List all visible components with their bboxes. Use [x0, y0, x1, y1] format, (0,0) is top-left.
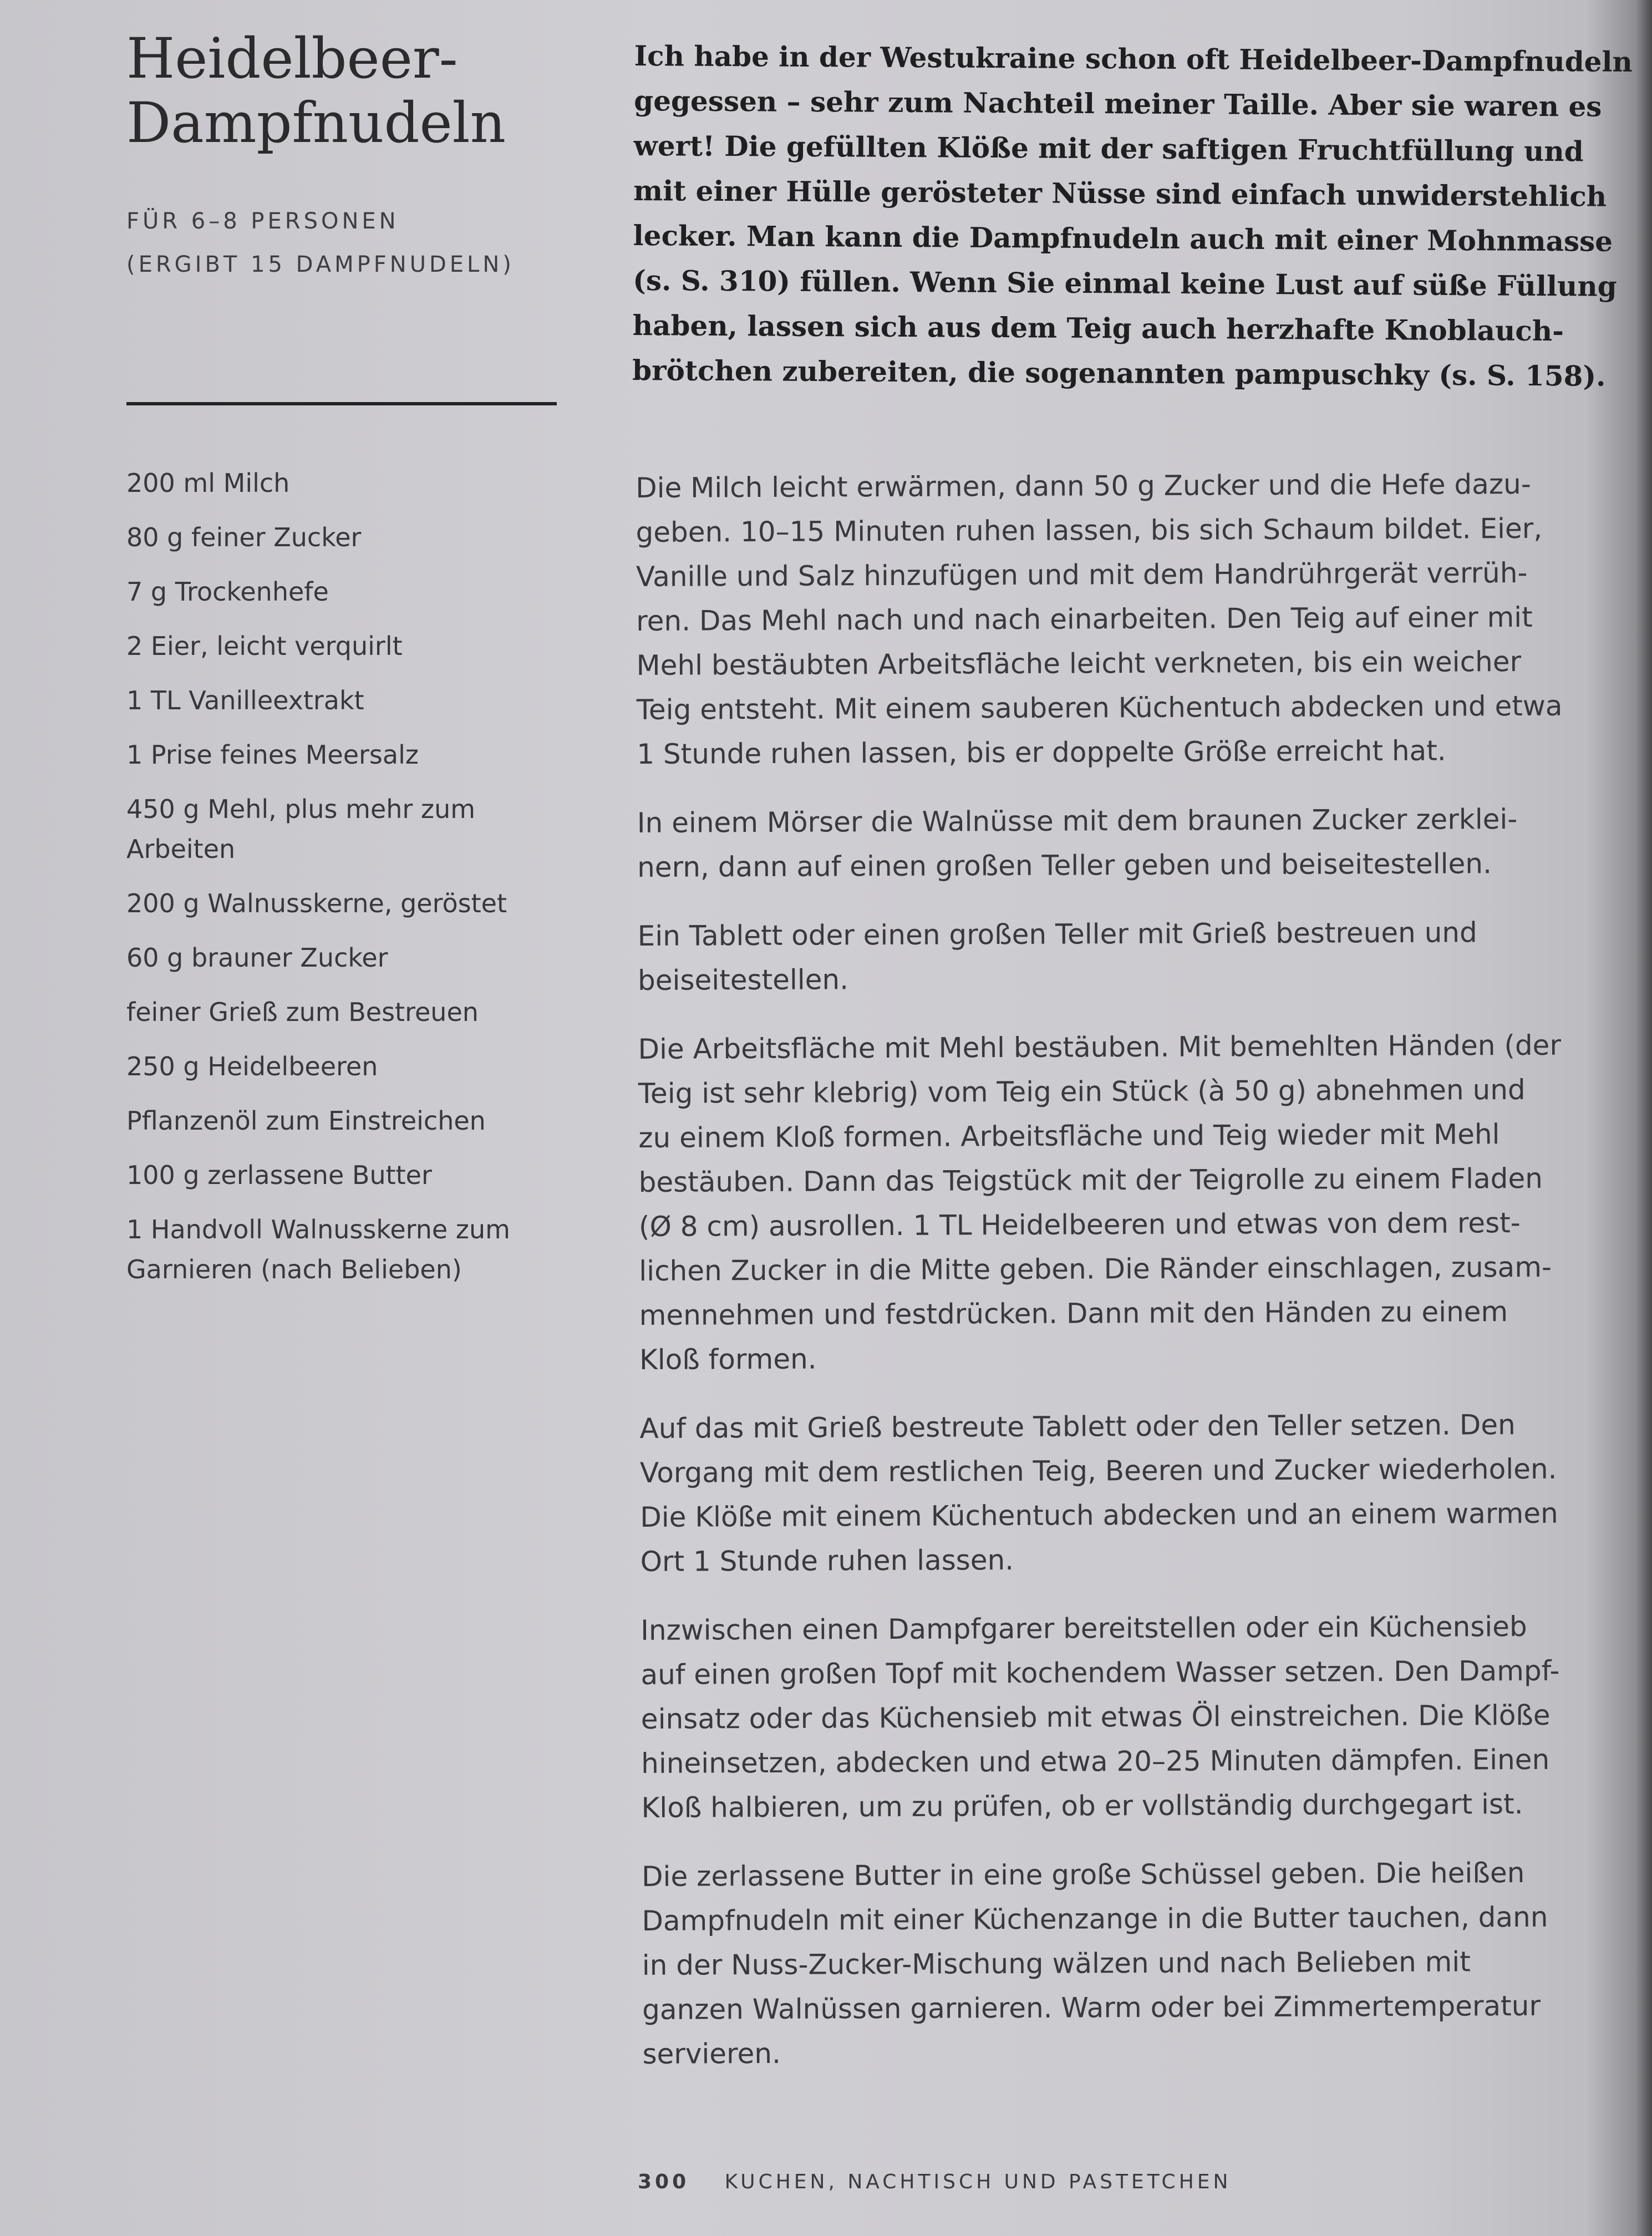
- method-line: nern, dann auf einen großen Teller geben und beiseitestellen.: [637, 847, 1492, 883]
- method-line: servieren.: [642, 2037, 781, 2070]
- method-paragraph: [638, 909, 1636, 1003]
- method-line: geben. 10–15 Minuten ruhen lassen, bis sich Schaum bildet. Eier,: [636, 512, 1543, 548]
- method-line: auf einen großen Topf mit kochendem Wasser setzen. Den Dampf-: [641, 1654, 1560, 1691]
- ingredient-item: 80 g feiner Zucker: [126, 522, 362, 552]
- recipe-title: [126, 27, 570, 155]
- method-line: ren. Das Mehl nach und nach einarbeiten. Den Teig auf einer mit: [636, 601, 1533, 637]
- page-footer: [638, 2168, 1414, 2196]
- method-line: mennehmen und festdrücken. Dann mit den Händen zu einem: [639, 1295, 1508, 1332]
- method-paragraph: [641, 1604, 1640, 1830]
- section-divider: [126, 402, 557, 405]
- intro-line: lecker. Man kann die Dampfnudeln auch mit einer Mohnmasse: [633, 218, 1613, 258]
- ingredient-list: [126, 463, 559, 1304]
- recipe-title-line: Heidelbeer-: [126, 26, 458, 91]
- method-line: Ein Tablett oder einen großen Teller mit Grieß bestreuen und: [637, 916, 1477, 952]
- intro-line: mit einer Hülle gerösteter Nüsse sind einfach unwiderstehlich: [633, 174, 1607, 213]
- intro-line: wert! Die gefüllten Klöße mit der saftigen Fruchtfüllung und: [633, 129, 1584, 168]
- ingredient-item: Pflanzenöl zum Einstreichen: [126, 1106, 486, 1136]
- method-steps: [636, 461, 1641, 2101]
- ingredient-item: 1 Prise feines Meersalz: [126, 740, 419, 770]
- method-line: Die zerlassene Butter in eine große Schüssel geben. Die heißen: [641, 1857, 1525, 1893]
- method-line: Kloß formen.: [639, 1343, 817, 1376]
- method-line: (Ø 8 cm) ausrollen. 1 TL Heidelbeeren und etwas von dem rest-: [638, 1207, 1521, 1243]
- method-paragraph: [638, 1023, 1638, 1382]
- intro-line: (s. S. 310) füllen. Wenn Sie einmal keine Lust auf süße Füllung: [633, 263, 1617, 303]
- servings-line: FÜR 6–8 PERSONEN: [126, 209, 399, 234]
- method-line: Die Milch leicht erwärmen, dann 50 g Zucker und die Hefe dazu-: [636, 467, 1531, 504]
- method-line: in der Nuss-Zucker-Mischung wälzen und nach Belieben mit: [642, 1945, 1471, 1981]
- method-line: Inzwischen einen Dampfgarer bereitstellen oder ein Küchensieb: [641, 1610, 1527, 1646]
- method-line: lichen Zucker in die Mitte geben. Die Ränder einschlagen, zusam-: [639, 1251, 1552, 1287]
- intro-line: brötchen zubereiten, die sogenannten pampuschky (s. S. 158).: [632, 353, 1606, 393]
- method-line: Kloß halbieren, um zu prüfen, ob er vollständig durchgegart ist.: [641, 1788, 1523, 1824]
- ingredient-item: 7 g Trockenhefe: [126, 577, 329, 607]
- ingredient-item: 100 g zerlassene Butter: [126, 1160, 432, 1190]
- ingredient-item: 450 g Mehl, plus mehr zum Arbeiten: [126, 794, 476, 864]
- method-line: In einem Mörser die Walnüsse mit dem braunen Zucker zerklei-: [637, 803, 1518, 839]
- method-line: 1 Stunde ruhen lassen, bis er doppelte Größe erreicht hat.: [637, 734, 1446, 770]
- method-line: Dampfnudeln mit einer Küchenzange in die Butter tauchen, dann: [642, 1900, 1548, 1937]
- method-line: Ort 1 Stunde ruhen lassen.: [640, 1544, 1014, 1578]
- ingredient-item: 60 g brauner Zucker: [126, 943, 388, 973]
- method-paragraph: [636, 461, 1635, 776]
- intro-line: Ich habe in der Westukraine schon oft Heidelbeer-Dampfnudeln: [634, 39, 1633, 78]
- method-line: beiseitestellen.: [637, 963, 849, 997]
- method-line: Mehl bestäubten Arbeitsfläche leicht verkneten, bis ein weicher: [636, 646, 1522, 682]
- ingredient-item: 250 g Heidelbeeren: [126, 1051, 378, 1081]
- chapter-title: KUCHEN, NACHTISCH UND PASTETCHEN: [724, 2171, 1232, 2193]
- ingredient-item: 200 g Walnusskerne, geröstet: [126, 888, 507, 918]
- method-line: Vanille und Salz hinzufügen und mit dem Handrührgerät verrüh-: [636, 556, 1528, 593]
- servings-line: (ERGIBT 15 DAMPFNUDELN): [126, 252, 515, 277]
- intro-line: haben, lassen sich aus dem Teig auch herzhafte Knoblauch-: [632, 308, 1564, 348]
- method-line: zu einem Kloß formen. Arbeitsfläche und Teig wieder mit Mehl: [638, 1118, 1500, 1154]
- recipe-intro: [632, 33, 1633, 399]
- method-paragraph: [637, 796, 1636, 890]
- ingredient-item: feiner Grieß zum Bestreuen: [126, 997, 479, 1027]
- ingredient-item: 2 Eier, leicht verquirlt: [126, 631, 403, 661]
- method-line: bestäuben. Dann das Teigstück mit der Teigrolle zu einem Fladen: [638, 1162, 1543, 1198]
- method-line: Teig entsteht. Mit einem sauberen Küchentuch abdecken und etwa: [636, 689, 1563, 726]
- method-line: ganzen Walnüssen garnieren. Warm oder bei Zimmertemperatur: [642, 1989, 1541, 2026]
- method-line: hineinsetzen, abdecken und etwa 20–25 Minuten dämpfen. Einen: [641, 1743, 1550, 1780]
- method-line: Die Klöße mit einem Küchentuch abdecken und an einem warmen: [640, 1497, 1558, 1533]
- intro-line: gegessen – sehr zum Nachteil meiner Taille. Aber sie waren es: [634, 84, 1602, 123]
- method-line: Teig ist sehr klebrig) vom Teig ein Stück (à 50 g) abnehmen und: [638, 1074, 1526, 1110]
- recipe-title-line: Dampfnudeln: [126, 90, 506, 155]
- method-paragraph: [639, 1402, 1638, 1584]
- servings-info: [126, 200, 581, 286]
- page-number: 300: [638, 2171, 690, 2193]
- method-line: Vorgang mit dem restlichen Teig, Beeren und Zucker wiederholen.: [639, 1452, 1557, 1489]
- ingredient-item: 200 ml Milch: [126, 468, 290, 498]
- method-paragraph: [642, 1850, 1641, 2076]
- method-line: Auf das mit Grieß bestreute Tablett oder den Teller setzen. Den: [639, 1409, 1516, 1445]
- method-line: einsatz oder das Küchensieb mit etwas Öl einstreichen. Die Klöße: [641, 1699, 1551, 1735]
- ingredient-item: 1 TL Vanilleextrakt: [126, 685, 364, 715]
- ingredient-item: 1 Handvoll Walnusskerne zum Garnieren (nach Belieben): [126, 1214, 510, 1284]
- method-line: Die Arbeitsfläche mit Mehl bestäuben. Mit bemehlten Händen (der: [638, 1029, 1562, 1065]
